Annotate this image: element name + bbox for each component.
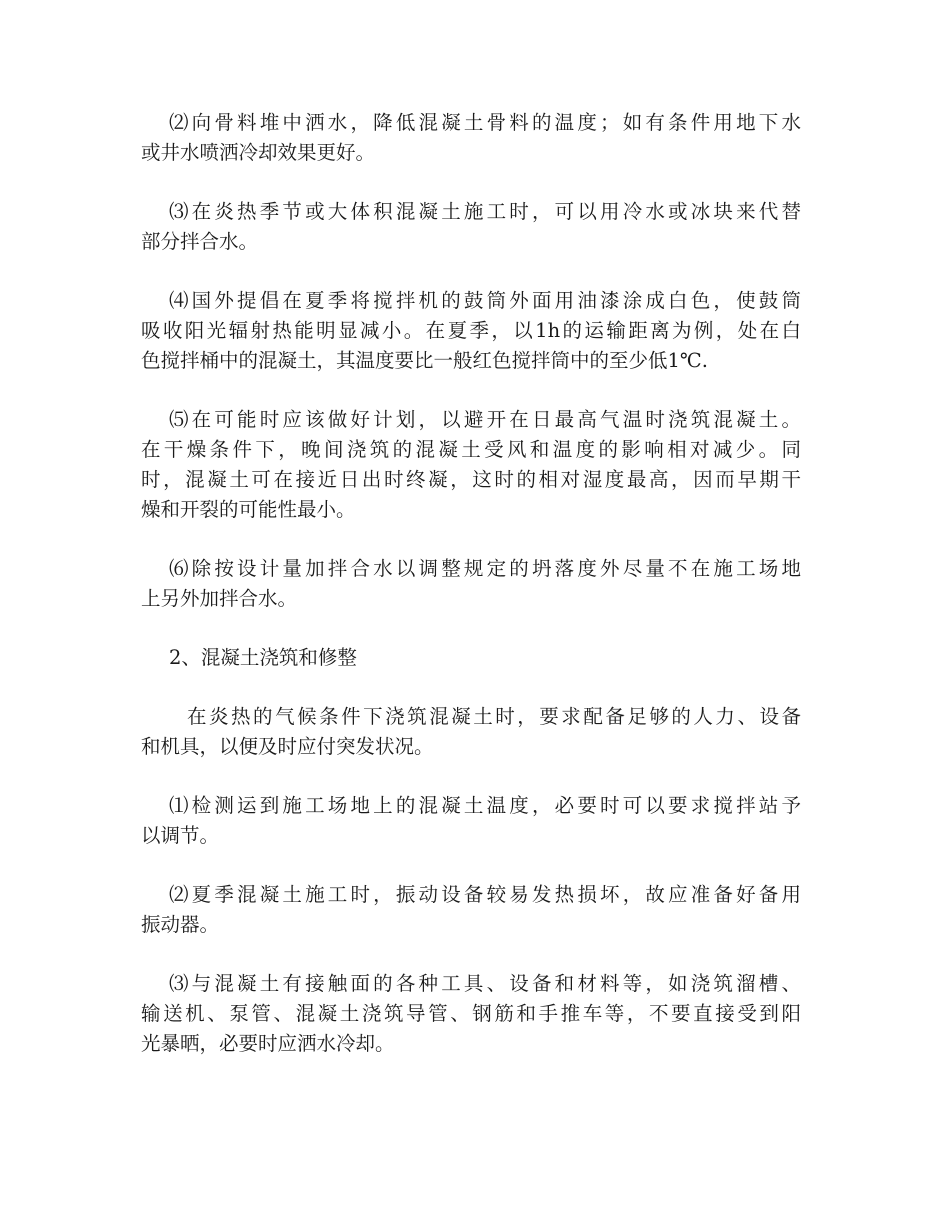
text-line: ⑵向骨料堆中洒水，降低混凝土骨料的温度；如有条件用地下水 xyxy=(169,111,801,134)
paragraph-item-6-mix-water xyxy=(141,554,801,614)
paragraph-item-5-planning xyxy=(141,405,801,525)
paragraph-item-3-shading xyxy=(141,969,801,1059)
text-line: 振动器。 xyxy=(141,913,220,936)
text-line: 吸收阳光辐射热能明显减小。在夏季，以1h的运输距离为例，处在白 xyxy=(141,319,801,342)
section-heading-text: 2、混凝土浇筑和修整 xyxy=(169,646,357,669)
paragraph-intro xyxy=(141,702,801,762)
text-line: 色搅拌桶中的混凝土，其温度要比一般红色搅拌筒中的至少低1℃. xyxy=(141,349,708,372)
paragraph-item-1-temperature-check xyxy=(141,791,801,851)
paragraph-item-2-vibrator xyxy=(141,880,801,940)
paragraph-item-3-cold-water xyxy=(141,197,801,257)
text-line: ⑷国外提倡在夏季将搅拌机的鼓筒外面用油漆涂成白色，使鼓筒 xyxy=(169,289,801,312)
text-line: 在炎热的气候条件下浇筑混凝土时，要求配备足够的人力、设备 xyxy=(187,705,801,728)
text-line: ⑵夏季混凝土施工时，振动设备较易发热损坏，故应准备好备用 xyxy=(169,883,801,906)
text-line: ⑶与混凝土有接触面的各种工具、设备和材料等，如浇筑溜槽、 xyxy=(169,972,801,995)
section-heading xyxy=(141,643,801,673)
text-line: 燥和开裂的可能性最小。 xyxy=(141,498,356,521)
text-line: ⑴检测运到施工场地上的混凝土温度，必要时可以要求搅拌站予 xyxy=(169,794,801,817)
text-line: ⑶在炎热季节或大体积混凝土施工时，可以用冷水或冰块来代替 xyxy=(169,200,801,223)
text-line: 和机具，以便及时应付突发状况。 xyxy=(141,735,434,758)
text-line: 部分拌合水。 xyxy=(141,230,259,253)
text-line: 光暴晒，必要时应洒水冷却。 xyxy=(141,1032,395,1055)
text-line: 或井水喷洒冷却效果更好。 xyxy=(141,141,376,164)
text-line: ⑸在可能时应该做好计划，以避开在日最高气温时浇筑混凝土。 xyxy=(169,408,801,431)
paragraph-item-2-sprinkle xyxy=(141,108,801,168)
text-line: 以调节。 xyxy=(141,824,220,847)
text-line: 输送机、泵管、混凝土浇筑导管、钢筋和手推车等，不要直接受到阳 xyxy=(141,1002,801,1025)
text-line: 时，混凝土可在接近日出时终凝，这时的相对湿度最高，因而早期干 xyxy=(141,468,801,491)
paragraph-item-4-white-drum xyxy=(141,286,801,376)
document-page xyxy=(141,108,801,1088)
text-line: 在干燥条件下，晚间浇筑的混凝土受风和温度的影响相对减少。同 xyxy=(141,438,801,461)
text-line: 上另外加拌合水。 xyxy=(141,587,298,610)
text-line: ⑹除按设计量加拌合水以调整规定的坍落度外尽量不在施工场地 xyxy=(169,557,801,580)
